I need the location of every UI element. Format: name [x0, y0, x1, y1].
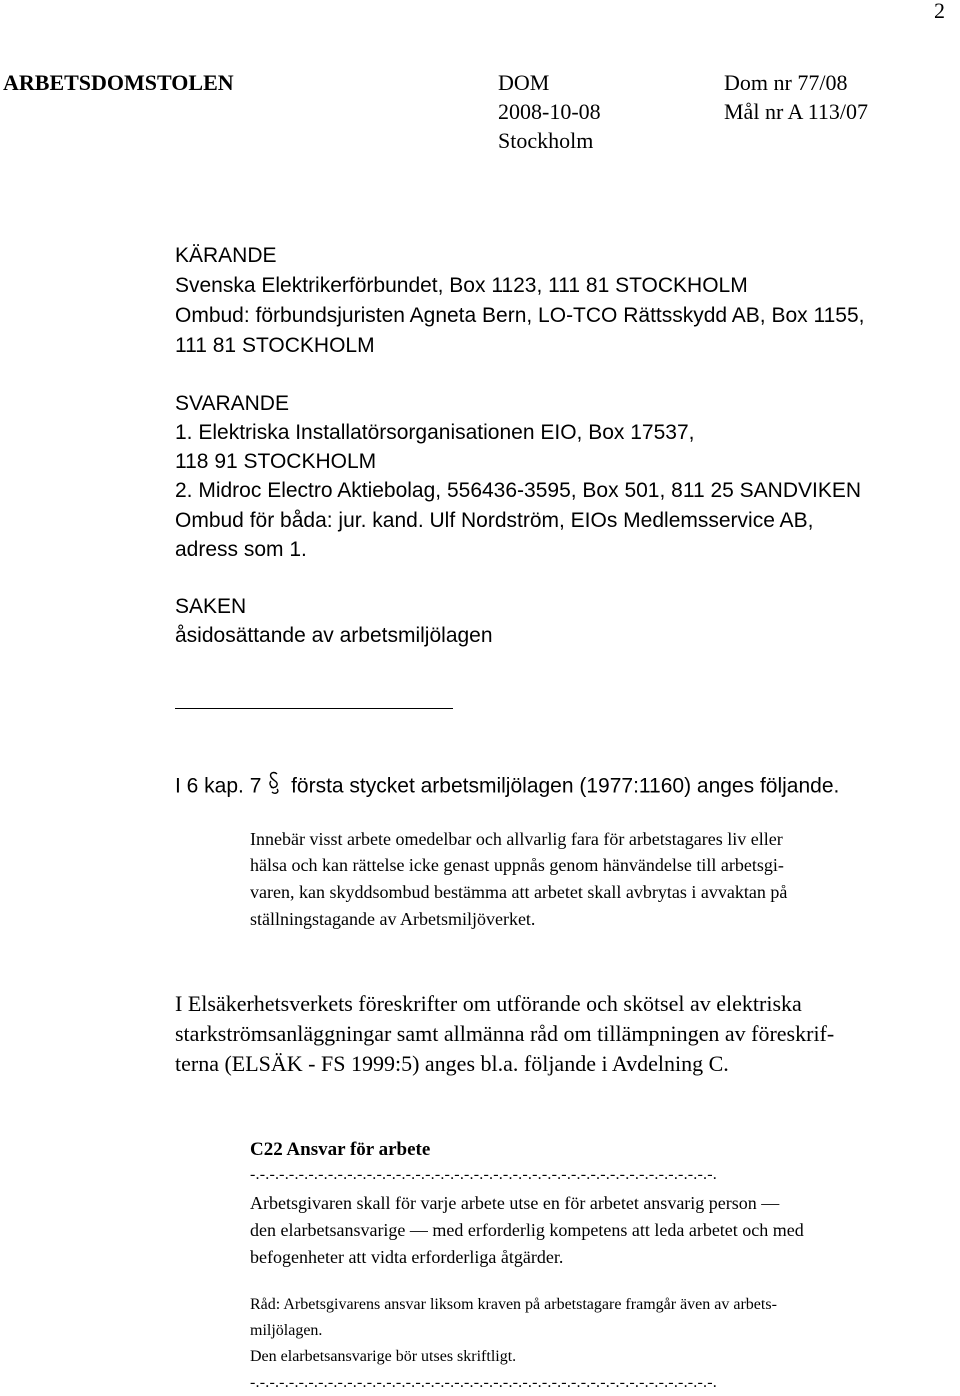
rad-line: miljölagen.: [250, 1322, 323, 1339]
c22-body-line: befogenheter att vidta erforderliga åtgärder.: [250, 1247, 564, 1267]
document-type: DOM: [498, 70, 550, 95]
paragraph-line: terna (ELSÄK - FS 1999:5) anges bl.a. följande i Avdelning C.: [175, 1051, 729, 1076]
c22-body-line: den elarbetsansvarige — med erforderlig kompetens att leda arbetet och med: [250, 1220, 804, 1240]
quote-line: Innebär visst arbete omedelbar och allvarlig fara för arbetstagares liv eller: [250, 829, 783, 849]
page-number: 2: [934, 0, 945, 23]
document-date: 2008-10-08: [498, 99, 601, 124]
karande-line: 111 81 STOCKHOLM: [175, 334, 375, 357]
quote-line: hälsa och kan rättelse icke genast uppnås genom hänvändelse till arbetsgi-: [250, 855, 784, 875]
svarande-heading: SVARANDE: [175, 392, 289, 415]
svarande-line: Ombud för båda: jur. kand. Ulf Nordström, EIOs Medlemsservice AB,: [175, 509, 814, 532]
dom-number: Dom nr 77/08: [724, 70, 848, 95]
section-title: C22 Ansvar för arbete: [250, 1139, 431, 1160]
karande-line: Ombud: förbundsjuristen Agneta Bern, LO-TCO Rättsskydd AB, Box 1155,: [175, 304, 865, 327]
intro-line: [175, 771, 839, 803]
svarande-line: adress som 1.: [175, 538, 307, 561]
section-divider: [175, 708, 453, 709]
svarande-line: 118 91 STOCKHOLM: [175, 450, 377, 473]
rad-line: Råd: Arbetsgivarens ansvar liksom kraven på arbetstagare framgår även av arbets-: [250, 1296, 777, 1313]
karande-line: Svenska Elektrikerförbundet, Box 1123, 111 81 STOCKHOLM: [175, 274, 748, 297]
c22-body-line: Arbetsgivaren skall för varje arbete utse en för arbetet ansvarig person —: [250, 1193, 780, 1213]
svarande-line: 1. Elektriska Installatörsorganisationen EIO, Box 17537,: [175, 421, 695, 444]
quote-line: varen, kan skyddsombud bestämma att arbetet skall avbrytas i avvaktan på: [250, 882, 788, 902]
mal-number: Mål nr A 113/07: [724, 99, 869, 124]
intro-prefix: I 6 kap. 7: [175, 774, 262, 798]
court-name: ARBETSDOMSTOLEN: [3, 70, 234, 95]
svarande-line: 2. Midroc Electro Aktiebolag, 556436-3595, Box 501, 811 25 SANDVIKEN: [175, 479, 862, 502]
karande-heading: KÄRANDE: [175, 244, 277, 267]
saken-heading: SAKEN: [175, 595, 247, 618]
separator: -.-.-.-.-.-.-.-.-.-.-.-.-.-.-.-.-.-.-.-.-.-.-.-.-.-.-.-.-.-.-.-.-.-.-.-.-.-.-.-.-.-.-.-.-.-.-.-.: [250, 1374, 717, 1391]
intro-suffix: första stycket arbetsmiljölagen (1977:1160) anges följande.: [291, 774, 840, 798]
paragraph-line: starkströmsanläggningar samt allmänna råd om tillämpningen av föreskrif-: [175, 1021, 835, 1046]
saken-text: åsidosättande av arbetsmiljölagen: [175, 624, 493, 647]
quote-line: ställningstagande av Arbetsmiljöverket.: [250, 909, 536, 929]
paragraph-line: I Elsäkerhetsverkets föreskrifter om utförande och skötsel av elektriska: [175, 991, 802, 1016]
rad-line: Den elarbetsansvarige bör utses skriftligt.: [250, 1348, 517, 1365]
document-place: Stockholm: [498, 128, 594, 153]
section-sign-icon: [267, 771, 285, 803]
separator: -.-.-.-.-.-.-.-.-.-.-.-.-.-.-.-.-.-.-.-.-.-.-.-.-.-.-.-.-.-.-.-.-.-.-.-.-.-.-.-.-.-.-.-.-.-.-.-.: [250, 1166, 717, 1183]
